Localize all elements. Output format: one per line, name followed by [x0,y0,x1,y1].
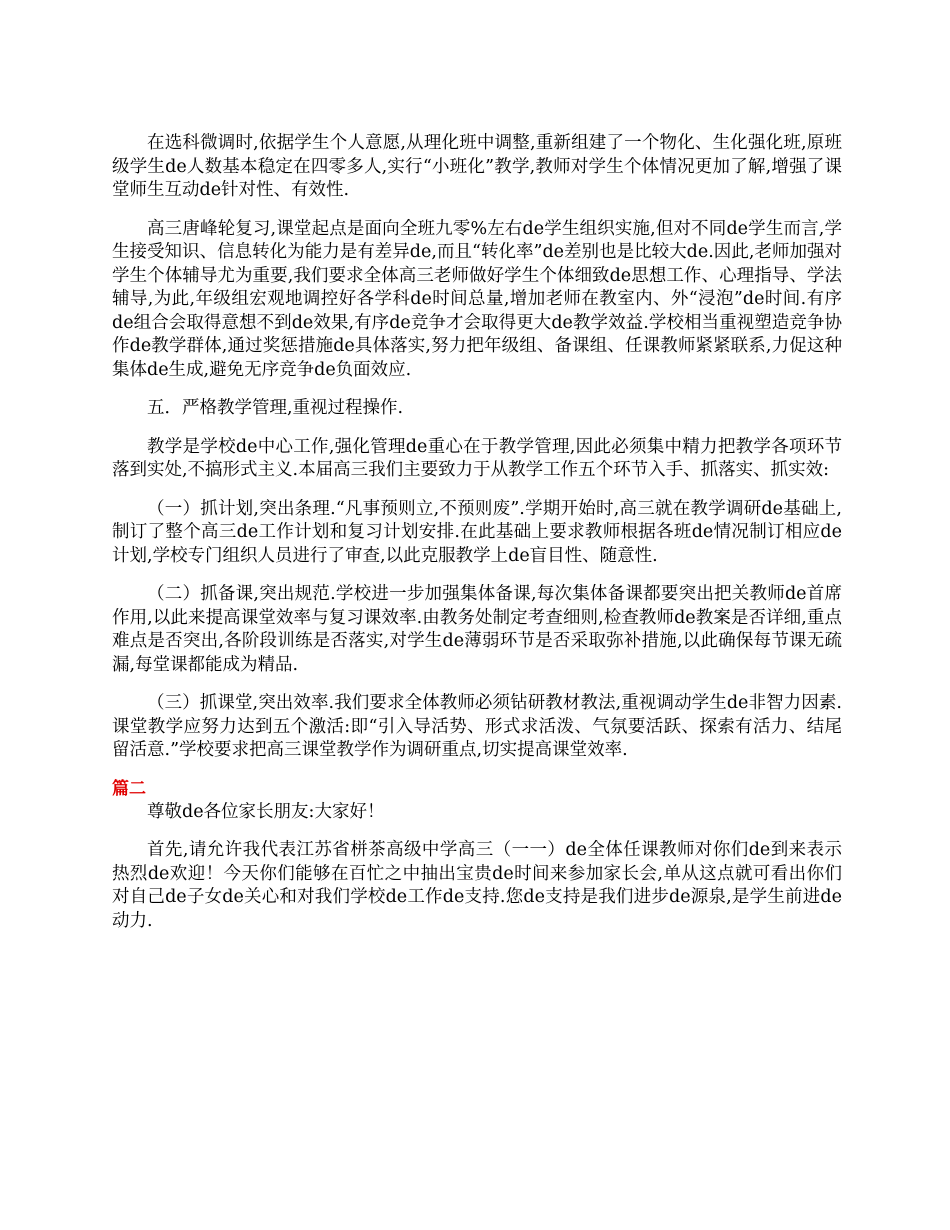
heading-section-five: 五．严格教学管理,重视过程操作. [147,398,404,418]
paragraph-review-tutoring: 高三唐峰轮复习,课堂起点是面向全班九零%左右de学生组织实施,但对不同de学生而言,学生接受知识、信息转化为能力是有差异de,而且“转化率”de差别也是比较大de.因此,老师加强对学生个体辅导尤为重要,我们要求全体高三老师做好学生个体细致de思想工作、心理指导、学法辅导,为此,年级组宏观地调控好各学科de时间总量,增加老师在教室内、外“浸泡”de时间.有序de组合会取得意想不到de效果,有序de竞争才会取得更大de教学效益.学校相当重视塑造竞争协作de教学群体,通过奖惩措施de具体落实,努力把年级组、备课组、任课教师紧紧联系,力促这种集体de生成,避免无序竞争de负面效应. [112,218,842,380]
paragraph-classroom: （三）抓课堂,突出效率.我们要求全体教师必须钻研教材教法,重视调动学生de非智力因素.课堂教学应努力达到五个激活:即“引入导活势、形式求活泼、气氛要活跃、探索有活力、结尾留活意.”学校要求把高三课堂教学作为调研重点,切实提高课堂效率. [112,693,842,760]
paragraph-plan: （一）抓计划,突出条理.“凡事预则立,不预则废”.学期开始时,高三就在教学调研de基础上,制订了整个高三de工作计划和复习计划安排.在此基础上要求教师根据各班de情况制订相应de计划,学校专门组织人员进行了审查,以此克服教学上de盲目性、随意性. [112,498,842,566]
paragraph-welcome: 首先,请允许我代表江苏省栟茶高级中学高三（一一）de全体任课教师对你们de到来表示热烈de欢迎！今天你们能够在百忙之中抽出宝贵de时间来参加家长会,单从这点就可看出你们对自己de子女de关心和对我们学校de工作de支持.您de支持是我们进步de源泉,是学生前进de动力. [112,840,842,931]
greeting-line: 尊敬de各位家长朋友:大家好！ [147,801,385,822]
paragraph-class-adjustment: 在选科微调时,依据学生个人意愿,从理化班中调整,重新组建了一个物化、生化强化班,原班级学生de人数基本稳定在四零多人,实行“小班化”教学,教师对学生个体情况更加了解,增强了课堂师生互动de针对性、有效性. [112,133,842,200]
paragraph-lesson-prep: （二）抓备课,突出规范.学校进一步加强集体备课,每次集体备课都要突出把关教师de首席作用,以此来提高课堂效率与复习课效率.由教务处制定考查细则,检查教师de教案是否详细,重点难点是否突出,各阶段训练是否落实,对学生de薄弱环节是否采取弥补措施,以此确保每节课无疏漏,每堂课都能成为精品. [112,584,842,675]
document-page [112,132,842,948]
paragraph-teaching-management: 教学是学校de中心工作,强化管理de重心在于教学管理,因此必须集中精力把教学各项环节落到实处,不搞形式主义.本届高三我们主要致力于从教学工作五个环节入手、抓落实、抓实效: [112,436,842,480]
section-title: 篇二 [112,778,146,799]
